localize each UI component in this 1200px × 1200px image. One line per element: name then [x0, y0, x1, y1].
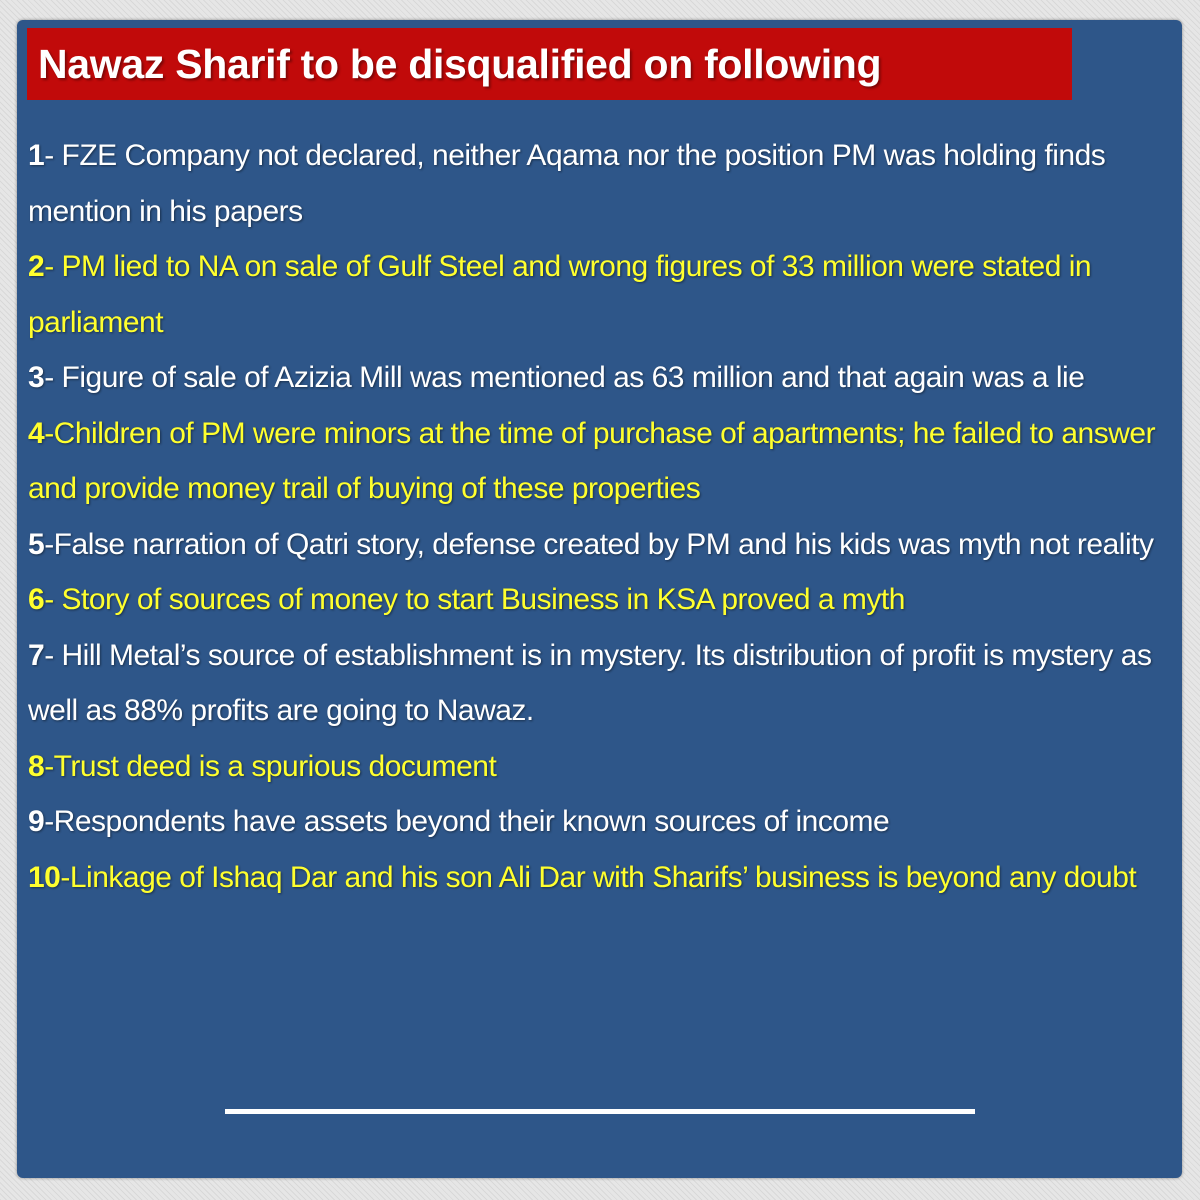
item-number: 6	[28, 583, 45, 616]
item-number: 2	[28, 250, 45, 283]
item-number: 5	[28, 527, 45, 561]
list-item	[28, 572, 1168, 628]
list-item	[28, 350, 1168, 406]
item-text: - Figure of sale of Azizia Mill was mentioned as 63 million and that again was a lie	[44, 361, 1085, 394]
item-number: 4	[28, 416, 45, 450]
item-number: 9	[28, 805, 45, 838]
item-number: 3	[28, 361, 45, 394]
item-number: 10	[28, 860, 61, 894]
title-banner	[27, 28, 1072, 100]
item-number: 8	[28, 749, 45, 783]
item-number: 1	[28, 139, 45, 172]
item-text: - PM lied to NA on sale of Gulf Steel and wrong figures of 33 million were stated in parliament	[28, 250, 1092, 339]
item-number: 7	[28, 638, 45, 672]
item-text: -Trust deed is a spurious document	[44, 749, 497, 783]
list-item	[28, 739, 1168, 795]
page-title: Nawaz Sharif to be disqualified on following	[38, 40, 882, 87]
item-text: - Hill Metal’s source of establishment is in mystery. Its distribution of profit is mystery as well as 88% profits are going to Nawaz.	[28, 638, 1152, 727]
list-item	[28, 406, 1168, 517]
list-item	[28, 794, 1168, 850]
bottom-divider	[225, 1109, 975, 1114]
item-text: - Story of sources of money to start Business in KSA proved a myth	[44, 583, 905, 616]
item-text: -Linkage of Ishaq Dar and his son Ali Dar with Sharifs’ business is beyond any doubt	[60, 860, 1137, 894]
item-text: -Respondents have assets beyond their known sources of income	[44, 805, 890, 838]
list-item	[28, 239, 1168, 350]
list-item	[28, 850, 1168, 906]
content-card	[17, 20, 1182, 1178]
list-item	[28, 128, 1168, 239]
list-item	[28, 628, 1168, 739]
charges-list	[28, 128, 1168, 905]
list-item	[28, 517, 1168, 573]
item-text: - FZE Company not declared, neither Aqama nor the position PM was holding finds mention in his papers	[28, 139, 1106, 228]
item-text: -False narration of Qatri story, defense created by PM and his kids was myth not reality	[44, 527, 1154, 561]
item-text: -Children of PM were minors at the time of purchase of apartments; he failed to answer and provide money trail of buying of these properties	[28, 416, 1156, 505]
